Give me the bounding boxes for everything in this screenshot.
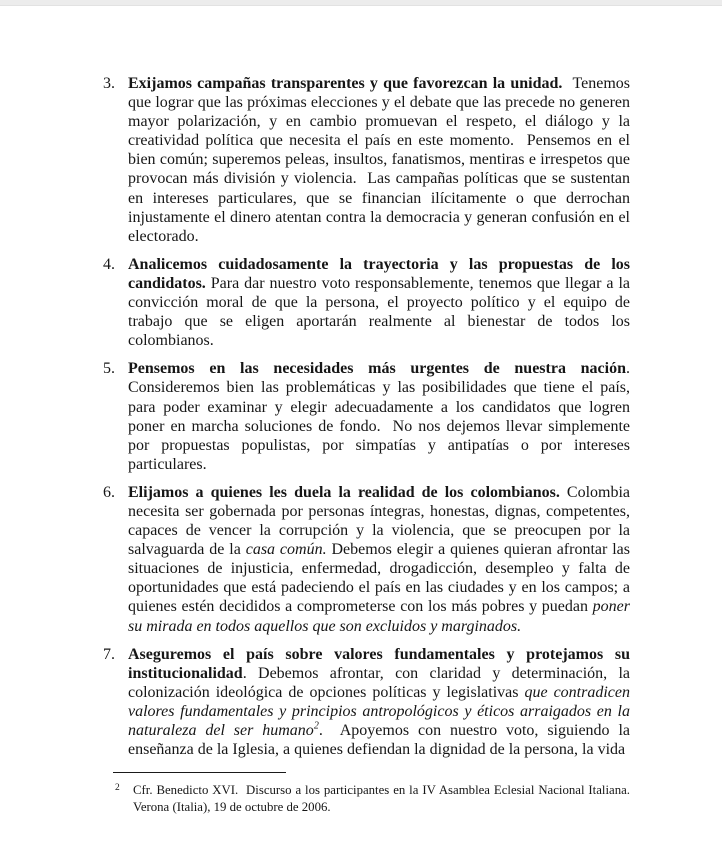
text-segment: Elijamos a quienes les duela la realidad de los colombianos. xyxy=(128,483,560,501)
text-segment: . Apoyemos con nuestro voto, siguiendo la enseñanza de la Iglesia, a quienes defiendan la dignidad de la persona, la vida xyxy=(128,722,630,759)
text-segment: . Debemos afrontar, con claridad y determinación, la colonización ideológica de opciones políticas y legislativas xyxy=(128,664,630,701)
footnote-separator-line xyxy=(113,772,286,773)
list-item-number: 7. xyxy=(103,645,115,663)
list-item xyxy=(103,74,630,246)
text-segment: Tenemos que lograr que las próximas elecciones y el debate que las precede no generen mayor polarización, y en cambio promuevan el respeto, el diálogo y la creatividad política que necesita el país en este momento. Pensemos en el bien común; superemos peleas, insultos, fanatismos, mentiras e irrespetos que provocan más división y violencia. Las campañas políticas que se sustentan en intereses particulares, que se financian ilícitamente o que derrochan injustamente el dinero atentan contra la democracia y generan confusión en el electorado. xyxy=(128,75,630,245)
text-segment: Colombia necesita ser gobernada por personas íntegras, honestas, dignas, competentes, capaces de vencer la corrupción y la violencia, que se preocupen por la salvaguarda de la xyxy=(128,483,631,559)
paragraph-text xyxy=(128,359,630,474)
footnote-area xyxy=(113,772,630,816)
numbered-list xyxy=(103,74,630,768)
text-segment: casa común. xyxy=(245,541,327,559)
text-segment: Aseguremos el país sobre valores fundamentales y protejamos su institucionalidad xyxy=(128,645,630,682)
paragraph-text xyxy=(128,483,630,636)
text-segment: Debemos elegir a quienes quieran afrontar las situaciones de injusticia, enfermedad, drogadicción, desempleo y falta de oportunidades que está padeciendo el país en las ciudades y en los campos; a quienes estén decididos a comprometerse con los más pobres y puedan xyxy=(128,541,630,616)
paragraph-text xyxy=(128,74,630,246)
list-item-number: 6. xyxy=(103,483,115,501)
list-item xyxy=(103,255,630,350)
list-item xyxy=(103,645,630,760)
list-item xyxy=(103,483,630,636)
list-item-number: 3. xyxy=(103,75,115,92)
list-item xyxy=(103,359,630,474)
list-item-number: 4. xyxy=(103,255,115,273)
paragraph-text xyxy=(128,255,630,350)
text-segment: que contradicen valores fundamentales y principios antropológicos y éticos arraigados en la naturaleza del ser humano xyxy=(128,683,630,739)
text-segment: Pensemos en las necesidades más urgentes de nuestra nación xyxy=(128,360,626,378)
text-segment: Para dar nuestro voto responsablemente, tenemos que llegar a la convicción moral de que la persona, el proyecto político y el equipo de trabajo que se eligen aportarán realmente al bienestar de todos los colombianos. xyxy=(128,274,630,350)
footnote-text: Cfr. Benedicto XVI. Discurso a los participantes en la IV Asamblea Eclesial Nacional Italiana. Verona (Italia), 19 de octubre de 2006. xyxy=(133,783,630,814)
text-segment: Exijamos campañas transparentes y que favorezcan la unidad. xyxy=(128,75,563,92)
list-item-number: 5. xyxy=(103,360,115,378)
footnote xyxy=(113,782,630,816)
text-segment: 2 xyxy=(313,720,319,732)
text-segment: poner su mirada en todos aquellos que son excluidos y marginados. xyxy=(128,598,630,635)
text-segment: Analicemos cuidadosamente la trayectoria y las propuestas de los candidatos. xyxy=(128,255,630,292)
text-segment: . Consideremos bien las problemáticas y las posibilidades que tiene el país, para poder examinar y elegir adecuadamente a los candidatos que logren poner en marcha soluciones de fondo. No nos dejemos llevar simplemente por propuestas populistas, por simpatías y antipatías o por intereses particulares. xyxy=(128,360,630,473)
paragraph-text xyxy=(128,645,630,760)
footnote-marker: 2 xyxy=(115,783,120,793)
top-edge-strip xyxy=(0,0,722,6)
